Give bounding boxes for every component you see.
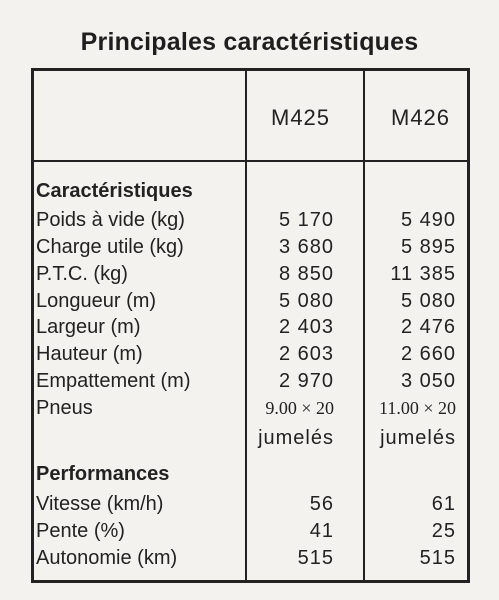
table-row: [0, 425, 499, 451]
row-label: P.T.C. (kg): [36, 263, 128, 285]
m425-value: 5 080: [278, 290, 334, 312]
table-row: [0, 288, 499, 314]
m426-value: jumelés: [380, 427, 456, 449]
section-row: [0, 178, 499, 204]
section-heading-performances: Performances: [36, 463, 170, 485]
m425-value: 9.00 × 20: [265, 398, 334, 418]
m426-value: 25: [431, 520, 456, 542]
m426-value: 5 080: [400, 290, 456, 312]
table-row: [0, 395, 499, 421]
m426-value: 2 476: [400, 316, 456, 338]
m425-value: 2 970: [278, 370, 334, 392]
table-row: [0, 234, 499, 260]
table-row: [0, 518, 499, 544]
table-row: [0, 207, 499, 233]
column-header-m426: M426: [391, 105, 451, 130]
row-label: Charge utile (kg): [36, 236, 184, 258]
row-label: Empattement (m): [36, 370, 191, 392]
column-header-m425: M425: [271, 105, 331, 130]
row-label: Pente (%): [36, 520, 125, 542]
table-row: [0, 545, 499, 571]
m426-value: 515: [419, 547, 456, 569]
row-label: Largeur (m): [36, 316, 141, 338]
m425-value: 2 403: [278, 316, 334, 338]
section-heading-caracteristiques: Caractéristiques: [36, 180, 193, 202]
row-label: Autonomie (km): [36, 547, 178, 569]
section-row: [0, 461, 499, 487]
m426-value: 5 895: [400, 236, 456, 258]
table-row: [0, 261, 499, 287]
m426-value: 5 490: [400, 209, 456, 231]
m426-value: 61: [431, 493, 456, 515]
row-label: Longueur (m): [36, 290, 157, 312]
page-title: Principales caractéristiques: [80, 28, 419, 56]
m426-value: 11.00 × 20: [379, 398, 456, 418]
table-row: [0, 314, 499, 340]
m425-value: 41: [309, 520, 334, 542]
m426-value: 2 660: [400, 343, 456, 365]
table-row: [0, 491, 499, 517]
row-label: Hauteur (m): [36, 343, 143, 365]
m426-value: 11 385: [390, 263, 456, 285]
row-label: Pneus: [36, 397, 93, 419]
table-row: [0, 341, 499, 367]
m425-value: jumelés: [258, 427, 334, 449]
header-divider: [34, 160, 467, 162]
row-label: Vitesse (km/h): [36, 493, 164, 515]
table-row: [0, 368, 499, 394]
m425-value: 3 680: [278, 236, 334, 258]
m425-value: 2 603: [278, 343, 334, 365]
m425-value: 5 170: [278, 209, 334, 231]
m425-value: 8 850: [278, 263, 334, 285]
row-label: Poids à vide (kg): [36, 209, 185, 231]
m426-value: 3 050: [400, 370, 456, 392]
m425-value: 515: [297, 547, 334, 569]
m425-value: 56: [309, 493, 334, 515]
